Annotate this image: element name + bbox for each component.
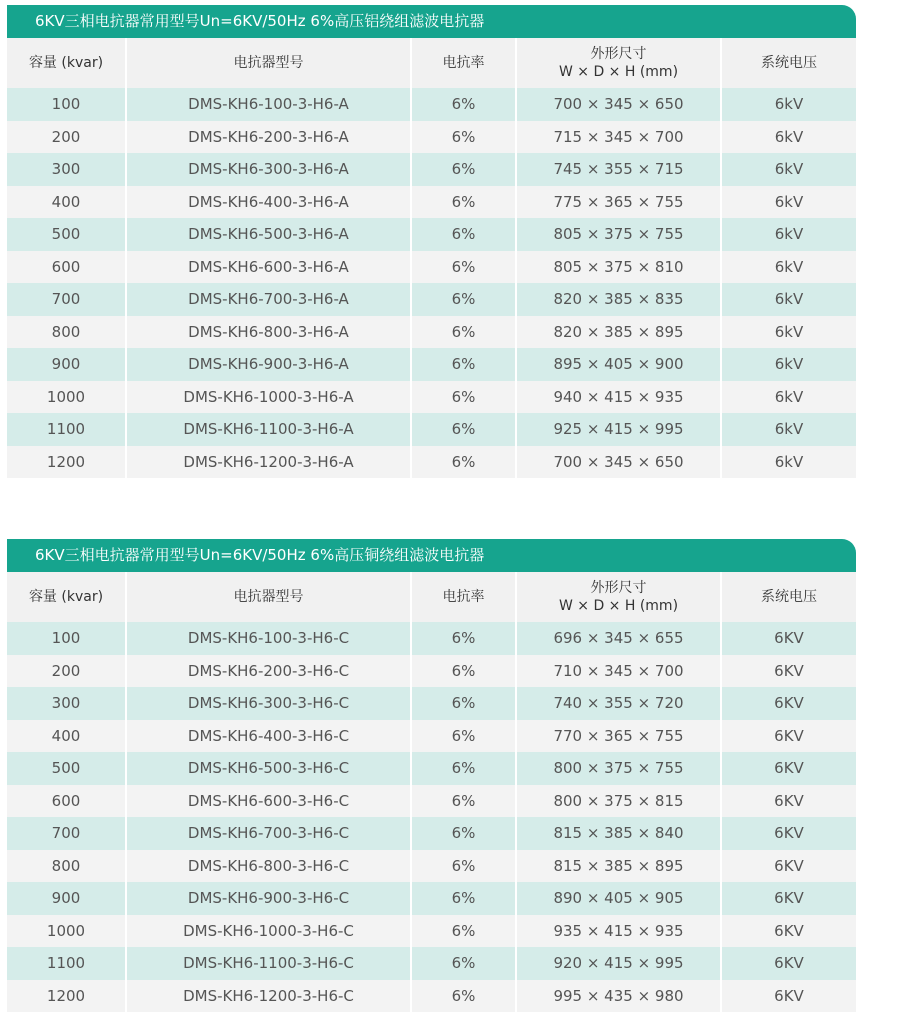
cell-model: DMS-KH6-500-3-H6-A <box>126 218 411 251</box>
table-title: 6KV三相电抗器常用型号Un=6KV/50Hz 6%高压铝绕组滤波电抗器 <box>7 5 856 38</box>
cell-voltage: 6kV <box>721 316 856 349</box>
cell-voltage: 6kV <box>721 251 856 284</box>
table-row <box>7 153 856 186</box>
table-row <box>7 446 856 479</box>
header-rate: 电抗率 <box>411 572 516 622</box>
cell-model: DMS-KH6-300-3-H6-C <box>126 687 411 720</box>
cell-voltage: 6kV <box>721 348 856 381</box>
cell-rate: 6% <box>411 947 516 980</box>
cell-model: DMS-KH6-400-3-H6-C <box>126 720 411 753</box>
header-model: 电抗器型号 <box>126 38 411 88</box>
cell-voltage: 6KV <box>721 622 856 655</box>
header-capacity: 容量 (kvar) <box>7 572 126 622</box>
cell-voltage: 6kV <box>721 186 856 219</box>
table-row <box>7 218 856 251</box>
cell-capacity: 500 <box>7 752 126 785</box>
table-row <box>7 622 856 655</box>
header-rate: 电抗率 <box>411 38 516 88</box>
cell-capacity: 100 <box>7 622 126 655</box>
cell-rate: 6% <box>411 817 516 850</box>
cell-dimension: 805 × 375 × 755 <box>516 218 721 251</box>
cell-rate: 6% <box>411 218 516 251</box>
cell-voltage: 6kV <box>721 283 856 316</box>
cell-capacity: 900 <box>7 348 126 381</box>
cell-rate: 6% <box>411 186 516 219</box>
cell-dimension: 940 × 415 × 935 <box>516 381 721 414</box>
cell-rate: 6% <box>411 752 516 785</box>
cell-model: DMS-KH6-1200-3-H6-A <box>126 446 411 479</box>
cell-dimension: 775 × 365 × 755 <box>516 186 721 219</box>
cell-model: DMS-KH6-800-3-H6-A <box>126 316 411 349</box>
header-row <box>7 38 856 88</box>
cell-capacity: 400 <box>7 186 126 219</box>
table-row <box>7 413 856 446</box>
cell-dimension: 935 × 415 × 935 <box>516 915 721 948</box>
cell-dimension: 925 × 415 × 995 <box>516 413 721 446</box>
header-dimension <box>516 572 721 622</box>
cell-voltage: 6KV <box>721 752 856 785</box>
cell-dimension: 696 × 345 × 655 <box>516 622 721 655</box>
table-row <box>7 947 856 980</box>
table-row <box>7 720 856 753</box>
cell-model: DMS-KH6-100-3-H6-C <box>126 622 411 655</box>
cell-rate: 6% <box>411 980 516 1013</box>
table-row <box>7 381 856 414</box>
cell-model: DMS-KH6-300-3-H6-A <box>126 153 411 186</box>
cell-rate: 6% <box>411 283 516 316</box>
cell-voltage: 6kV <box>721 413 856 446</box>
cell-capacity: 300 <box>7 153 126 186</box>
cell-capacity: 700 <box>7 283 126 316</box>
cell-voltage: 6KV <box>721 655 856 688</box>
cell-model: DMS-KH6-400-3-H6-A <box>126 186 411 219</box>
cell-rate: 6% <box>411 316 516 349</box>
cell-rate: 6% <box>411 785 516 818</box>
cell-dimension: 800 × 375 × 815 <box>516 785 721 818</box>
cell-rate: 6% <box>411 655 516 688</box>
cell-dimension: 715 × 345 × 700 <box>516 121 721 154</box>
cell-model: DMS-KH6-500-3-H6-C <box>126 752 411 785</box>
cell-dimension: 895 × 405 × 900 <box>516 348 721 381</box>
cell-model: DMS-KH6-800-3-H6-C <box>126 850 411 883</box>
cell-rate: 6% <box>411 153 516 186</box>
cell-voltage: 6kV <box>721 381 856 414</box>
table-row <box>7 915 856 948</box>
cell-dimension: 745 × 355 × 715 <box>516 153 721 186</box>
cell-capacity: 700 <box>7 817 126 850</box>
cell-capacity: 1100 <box>7 413 126 446</box>
cell-model: DMS-KH6-1100-3-H6-A <box>126 413 411 446</box>
cell-rate: 6% <box>411 720 516 753</box>
cell-dimension: 700 × 345 × 650 <box>516 88 721 121</box>
cell-capacity: 1200 <box>7 980 126 1013</box>
cell-dimension: 815 × 385 × 840 <box>516 817 721 850</box>
cell-capacity: 600 <box>7 785 126 818</box>
table-row <box>7 850 856 883</box>
header-model: 电抗器型号 <box>126 572 411 622</box>
cell-voltage: 6kV <box>721 218 856 251</box>
cell-capacity: 500 <box>7 218 126 251</box>
cell-model: DMS-KH6-1000-3-H6-A <box>126 381 411 414</box>
table-row <box>7 687 856 720</box>
header-row <box>7 572 856 622</box>
table-row <box>7 316 856 349</box>
cell-rate: 6% <box>411 348 516 381</box>
cell-rate: 6% <box>411 251 516 284</box>
table-row <box>7 283 856 316</box>
cell-voltage: 6kV <box>721 446 856 479</box>
cell-dimension: 815 × 385 × 895 <box>516 850 721 883</box>
cell-rate: 6% <box>411 687 516 720</box>
cell-model: DMS-KH6-600-3-H6-C <box>126 785 411 818</box>
cell-model: DMS-KH6-700-3-H6-A <box>126 283 411 316</box>
cell-capacity: 200 <box>7 121 126 154</box>
cell-voltage: 6KV <box>721 980 856 1013</box>
table-title: 6KV三相电抗器常用型号Un=6KV/50Hz 6%高压铜绕组滤波电抗器 <box>7 539 856 572</box>
cell-voltage: 6KV <box>721 850 856 883</box>
cell-dimension: 740 × 355 × 720 <box>516 687 721 720</box>
cell-voltage: 6KV <box>721 915 856 948</box>
table-row <box>7 121 856 154</box>
cell-voltage: 6KV <box>721 785 856 818</box>
cell-dimension: 995 × 435 × 980 <box>516 980 721 1013</box>
cell-model: DMS-KH6-100-3-H6-A <box>126 88 411 121</box>
cell-model: DMS-KH6-200-3-H6-A <box>126 121 411 154</box>
cell-capacity: 300 <box>7 687 126 720</box>
cell-voltage: 6KV <box>721 817 856 850</box>
cell-rate: 6% <box>411 413 516 446</box>
cell-capacity: 1200 <box>7 446 126 479</box>
cell-rate: 6% <box>411 88 516 121</box>
spec-table <box>7 572 856 1012</box>
cell-capacity: 200 <box>7 655 126 688</box>
cell-model: DMS-KH6-200-3-H6-C <box>126 655 411 688</box>
cell-capacity: 800 <box>7 850 126 883</box>
header-capacity: 容量 (kvar) <box>7 38 126 88</box>
table-row <box>7 186 856 219</box>
cell-capacity: 1000 <box>7 381 126 414</box>
table-row <box>7 88 856 121</box>
cell-dimension: 890 × 405 × 905 <box>516 882 721 915</box>
cell-rate: 6% <box>411 882 516 915</box>
table-row <box>7 251 856 284</box>
spec-table-copper <box>7 539 856 1012</box>
header-dimension-label: 外形尺寸 <box>590 580 647 596</box>
cell-model: DMS-KH6-600-3-H6-A <box>126 251 411 284</box>
cell-capacity: 900 <box>7 882 126 915</box>
header-voltage: 系统电压 <box>721 572 856 622</box>
cell-dimension: 805 × 375 × 810 <box>516 251 721 284</box>
table-row <box>7 655 856 688</box>
cell-dimension: 800 × 375 × 755 <box>516 752 721 785</box>
cell-dimension: 820 × 385 × 835 <box>516 283 721 316</box>
spec-table-aluminum <box>7 5 856 478</box>
cell-model: DMS-KH6-1000-3-H6-C <box>126 915 411 948</box>
cell-dimension: 820 × 385 × 895 <box>516 316 721 349</box>
table-row <box>7 785 856 818</box>
cell-capacity: 100 <box>7 88 126 121</box>
table-row <box>7 752 856 785</box>
cell-model: DMS-KH6-1200-3-H6-C <box>126 980 411 1013</box>
cell-rate: 6% <box>411 850 516 883</box>
cell-capacity: 1100 <box>7 947 126 980</box>
cell-model: DMS-KH6-900-3-H6-C <box>126 882 411 915</box>
cell-voltage: 6kV <box>721 121 856 154</box>
header-dimension-unit: W × D × H (mm) <box>558 598 679 614</box>
header-dimension-unit: W × D × H (mm) <box>558 64 679 80</box>
cell-rate: 6% <box>411 446 516 479</box>
cell-rate: 6% <box>411 915 516 948</box>
cell-dimension: 770 × 365 × 755 <box>516 720 721 753</box>
table-row <box>7 882 856 915</box>
header-dimension-label: 外形尺寸 <box>590 46 647 62</box>
cell-model: DMS-KH6-1100-3-H6-C <box>126 947 411 980</box>
cell-dimension: 700 × 345 × 650 <box>516 446 721 479</box>
table-row <box>7 980 856 1013</box>
cell-voltage: 6KV <box>721 947 856 980</box>
cell-capacity: 1000 <box>7 915 126 948</box>
table-row <box>7 348 856 381</box>
cell-capacity: 400 <box>7 720 126 753</box>
table-row <box>7 817 856 850</box>
cell-rate: 6% <box>411 381 516 414</box>
header-dimension <box>516 38 721 88</box>
cell-dimension: 920 × 415 × 995 <box>516 947 721 980</box>
cell-model: DMS-KH6-900-3-H6-A <box>126 348 411 381</box>
cell-dimension: 710 × 345 × 700 <box>516 655 721 688</box>
cell-rate: 6% <box>411 121 516 154</box>
cell-capacity: 600 <box>7 251 126 284</box>
cell-voltage: 6KV <box>721 882 856 915</box>
cell-capacity: 800 <box>7 316 126 349</box>
cell-voltage: 6kV <box>721 153 856 186</box>
spec-table <box>7 38 856 478</box>
cell-voltage: 6KV <box>721 720 856 753</box>
cell-rate: 6% <box>411 622 516 655</box>
header-voltage: 系统电压 <box>721 38 856 88</box>
cell-model: DMS-KH6-700-3-H6-C <box>126 817 411 850</box>
cell-voltage: 6kV <box>721 88 856 121</box>
cell-voltage: 6KV <box>721 687 856 720</box>
